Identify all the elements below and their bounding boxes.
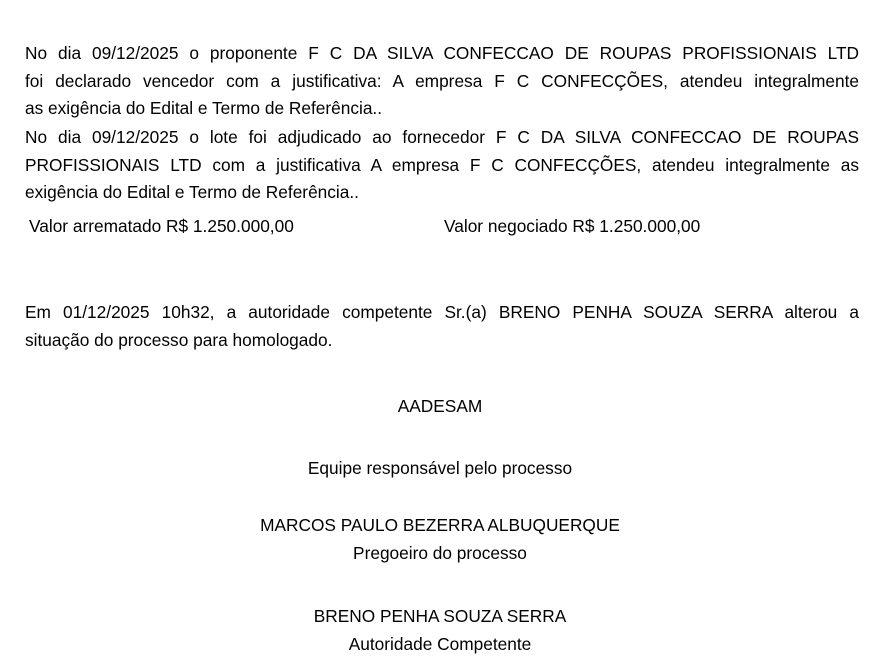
paragraph-line: No dia 09/12/2025 o proponente F C DA SILVA CONFECCAO DE ROUPAS PROFISSIONAIS LTD	[25, 43, 859, 63]
authority-role: Autoridade Competente	[348, 634, 532, 654]
paragraph-line: PROFISSIONAIS LTD com a justificativa A empresa F C CONFECÇÕES, atendeu integralmente as	[25, 154, 859, 175]
values-row	[29, 213, 859, 240]
valor-negociado: Valor negociado R$ 1.250.000,00	[444, 216, 701, 236]
authority-name: BRENO PENHA SOUZA SERRA	[313, 606, 567, 626]
organization-name: AADESAM	[397, 396, 483, 416]
paragraph-line: foi declarado vencedor com a justificativa: A empresa F C CONFECÇÕES, atendeu integralmente	[25, 70, 859, 91]
paragraph-line: No dia 09/12/2025 o lote foi adjudicado ao fornecedor F C DA SILVA CONFECCAO DE ROUPAS	[25, 127, 859, 147]
pregoeiro-name: MARCOS PAULO BEZERRA ALBUQUERQUE	[260, 515, 620, 535]
paragraph-line: exigência do Edital e Termo de Referência..	[25, 182, 359, 202]
adjudication-paragraph	[25, 124, 859, 207]
paragraph-line: Em 01/12/2025 10h32, a autoridade competente Sr.(a) BRENO PENHA SOUZA SERRA alterou a	[25, 302, 859, 322]
valor-arrematado: Valor arrematado R$ 1.250.000,00	[29, 216, 294, 236]
winner-declaration-paragraph	[25, 40, 859, 123]
paragraph-line: situação do processo para homologado.	[25, 329, 333, 350]
pregoeiro-role: Pregoeiro do processo	[353, 543, 527, 563]
paragraph-line: as exigência do Edital e Termo de Referência..	[25, 98, 383, 118]
homologation-paragraph	[25, 299, 859, 354]
team-label: Equipe responsável pelo processo	[307, 458, 573, 478]
